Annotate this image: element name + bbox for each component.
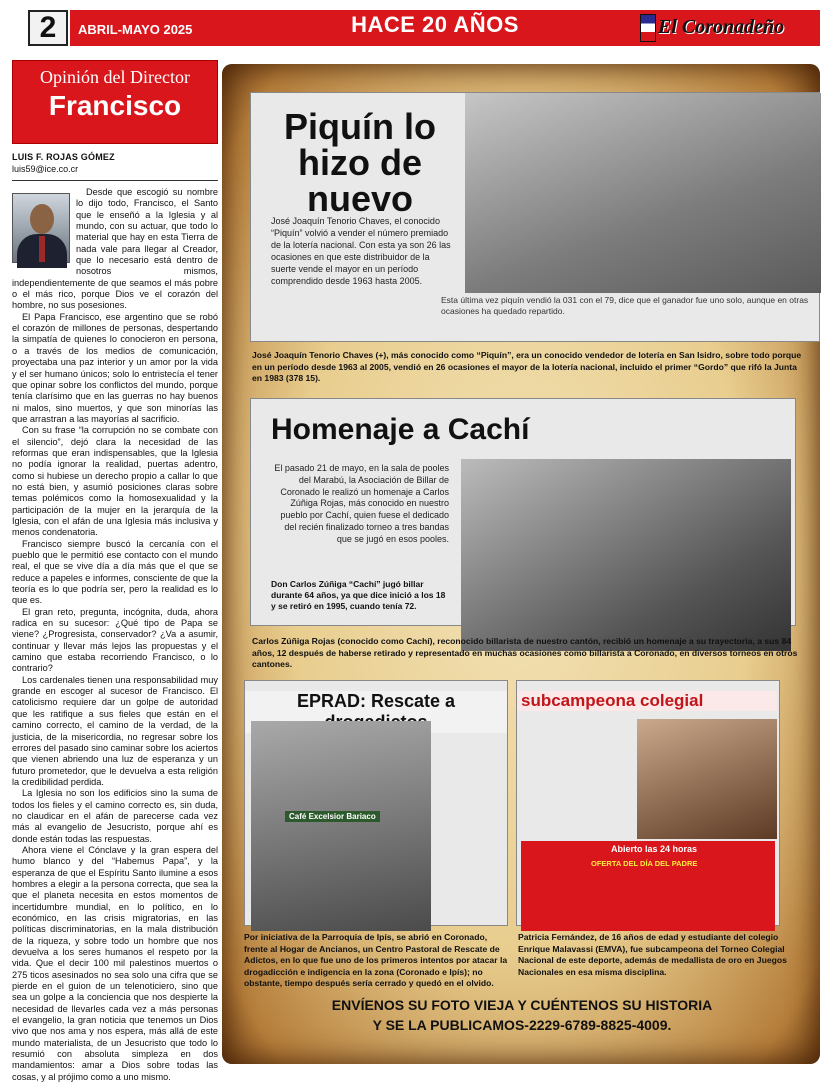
paragraph: Ahora viene el Cónclave y la gran espera del humo blanco y del “Habemus Papa”, y la esperanza de que el Espíritu Santo ilumine a esos hombres a elegir a la persona correcta, que sea la que el planeta necesita en estos momentos de incertidumbre mundial, en lo político, en lo económico, en las crisis migratorias, en las políticas discriminatorias, en la mala distribución de la riqueza, y sobre todo un hombre que nos devuelva a los seres humanos el respeto por la vida. Que el decir 100 mil palestinos muertos o 275 ticos asesinados no sea solo una cifra que se pierde en el guion de un telenoticiero, sino que sea un golpe a la conciencia que nos despierte la necesidad de llevarles cada vez a más personas el evangelio, la gran noticia que tenemos un Dios vivo que nos ama y nos espera, más allá de este mundo materialista, de un Jesucristo que todo lo resumió con absoluta simpleza en dos mandamientos: amar a Dios sobre todas las cosas, y al prójimo como a uno mismo. [12,844,218,1082]
paragraph: Con su frase “la corrupción no se combate con el silencio”, dejó clara la necesidad de las reformas que eran indispensables, que la Iglesia no podía ignorar la realidad, puertas adentro, como si hubiese un derecho propio a callar lo que no está bien, y asumió posiciones claras sobre temas polémicos como la homosexualidad y la participación de la mujer en la jerarquía de la Iglesia, con el afán de una Iglesia más inclusiva y menos condenatoria. [12,425,218,538]
page-number: 2 [28,10,68,46]
clipping-bottom-text: Esta última vez piquín vendió la 031 con el 79, dice que el ganador fue uno solo, aunque en otras ocasiones ha quedado repartido. [441,295,809,316]
call-to-action [242,995,802,1035]
author-photo [12,193,70,263]
caption-cachi: Carlos Zúñiga Rojas (conocido como Cachí), reconocido billarista de nuestro cantón, recibió un homenaje a su trayectoria, a sus 84 años, 12 después de haberse retirado y representado en muchas ocasiones como billarista a Coronado, en diversos torneos en otros cantones. [252,636,798,669]
clipping-subcampeona [516,680,780,926]
clipping-eprad [244,680,508,926]
clipping-photo [637,719,777,839]
clipping-title: Piquín lo hizo de nuevo [284,106,436,219]
clipping-text: El pasado 21 de mayo, en la sala de pooles del Marabú, la Asociación de Billar de Coronado le realizó un homenaje a Carlos Zúñiga Rojas, más conocido en nuestro pueblo por Cachí, quien fuese el dedicado del recién finalizado torneo a tres bandas que se jugó en esos pooles. [274,463,449,544]
paragraph: El gran reto, pregunta, incógnita, duda, ahora radica en su sucesor: ¿Qué tipo de Papa se viene? ¿Progresista, conservador? ¿Va a asumir, continuar y llevar más lejos las propuestas y el camino que estaba recorriendo Francisco, o lo contrario? [12,606,218,674]
issue-date: ABRIL-MAYO 2025 [78,22,193,37]
caption-piquin: José Joaquín Tenorio Chaves (+), más conocido como “Piquín”, era un conocido vendedor de lotería en San Isidro, sobre todo porque en un período desde 1963 al 2005, vendió en 26 ocasiones el mayor de la lotería nacional, incluido el primer “Gordo” que rifó la Junta en 1983 (378 15). [252,350,802,383]
clipping-photo-caption: Don Carlos Zúñiga “Cachí” jugó billar durante 64 años, ya que dice inició a los 18 y se retiró en 1995, cuando tenía 72. [271,579,446,611]
author-email: luis59@ice.co.cr [12,164,79,174]
ad-line: OFERTA DEL DÍA DEL PADRE [591,859,698,868]
paragraph: Francisco siempre buscó la cercanía con el pueblo que le permitió ese contacto con el mundo real, el que se vive día a día más que el que se reduce a papeles e informes, consciente de que la teoría es lo que podría ser, pero la realidad es lo que es. [12,538,218,606]
clipping-sign: Café Excelsior Bariaco [285,811,380,822]
clipping-photo [251,721,431,931]
opinion-title: Francisco [48,90,182,121]
clipping-title: subcampeona colegial [517,691,777,711]
paragraph: El Papa Francisco, ese argentino que se robó el corazón de millones de personas, despertando la simpatía de quienes lo conocieron en persona, o a través de los medios de comunicación, proyectaba una paz interior y un amor por la vida y el ser humano únicos; solo lo entristecía el tener que opinar sobre los conflictos del mundo, porque tenía clarísimo que en las guerras no hay buenos ni malos, sino muertos, y que son minorías las que arrastran a las mayorías al sacrificio. [12,311,218,424]
clipping-photo [461,459,791,651]
author-name: LUIS F. ROJAS GÓMEZ [12,152,115,162]
logo-text: El Coronadeño [658,16,785,38]
opinion-heading-box [12,60,218,144]
clipping-piquin [250,92,820,342]
flag-icon [640,14,656,42]
clipping-photo [465,93,821,293]
clipping-title: Homenaje a Cachí [271,413,530,446]
clipping-text: José Joaquín Tenorio Chaves, el conocido “Piquín” volvió a vender el número premiado de la lotería nacional. Con esta ya son 26 las ocasiones en que este distribuidor de la suerte vende el mayor en un período comprendido desde 1963 hasta 2005. [271,216,451,286]
caption-subcampeona: Patricia Fernández, de 16 años de edad y estudiante del colegio Enrique Malavassi (EMVA), fue subcampeona del Torneo Colegial Nacional de este deporte, además de medallista de oro en Juegos Nacionales en esa misma disciplina. [518,932,787,977]
caption-eprad: Por iniciativa de la Parroquia de Ipís, se abrió en Coronado, frente al Hogar de Ancianos, un Centro Pastoral de Rescate de Adictos, en lo que fue uno de los primeros intentos por atacar la drogadicción e indigencia en la zona (Coronado e Ipís); no obstante, tiempo después sería cerrado y quedó en el olvido. [244,932,508,988]
page-header [0,0,827,48]
clipping-title: EPRAD: Rescate a [245,691,507,733]
cta-line-1: ENVÍENOS SU FOTO VIEJA Y CUÉNTENOS SU HISTORIA [331,997,713,1013]
paragraph: La Iglesia no son los edificios sino la suma de todos los fieles y el camino correcto es, sin duda, no claudicar en el afán de parecerse cada vez más al evangelio de Jesucristo, porque ahí es donde están todas las respuestas. [12,788,218,844]
advertisement [521,841,775,931]
ad-title: Abierto las 24 horas [611,844,698,854]
article-body [12,187,218,1083]
newspaper-logo [640,14,820,44]
paragraph: Los cardenales tienen una responsabilidad muy grande en escoger al sucesor de Francisco. El catolicismo requiere dar un golpe de autoridad que les ratifique a sus fieles que están en el camino correcto, el camino de la verdad, de la justicia, de la misericordia, no regresar sobre los errores del pasado sino caminar sobre los aciertos que vienen abriendo una luz de esperanza y un futuro prometedor, que le devuelva a esta religión la credibilidad perdida. [12,674,218,787]
cta-line-2: Y SE LA PUBLICAMOS-2229-6789-8825-4009. [372,1017,672,1033]
opinion-column [12,60,218,1083]
paragraph: Desde que escogió su nombre lo dijo todo, Francisco, el Santo que le enseñó a la Iglesia y al mundo, con su actuar, que todo lo material que hay en esta Tierra de nada vale para llegar al Creador, que lo necesario está dentro de nosotros mismos, independientemente de que seamos el más pobre o el más rico, porque Dios ve el corazón del hombre, no sus posesiones. [12,187,218,311]
section-title: HACE 20 AÑOS [351,12,519,37]
divider [12,180,218,181]
opinion-kicker: Opinión del Director [40,67,190,87]
clipping-cachi [250,398,796,626]
